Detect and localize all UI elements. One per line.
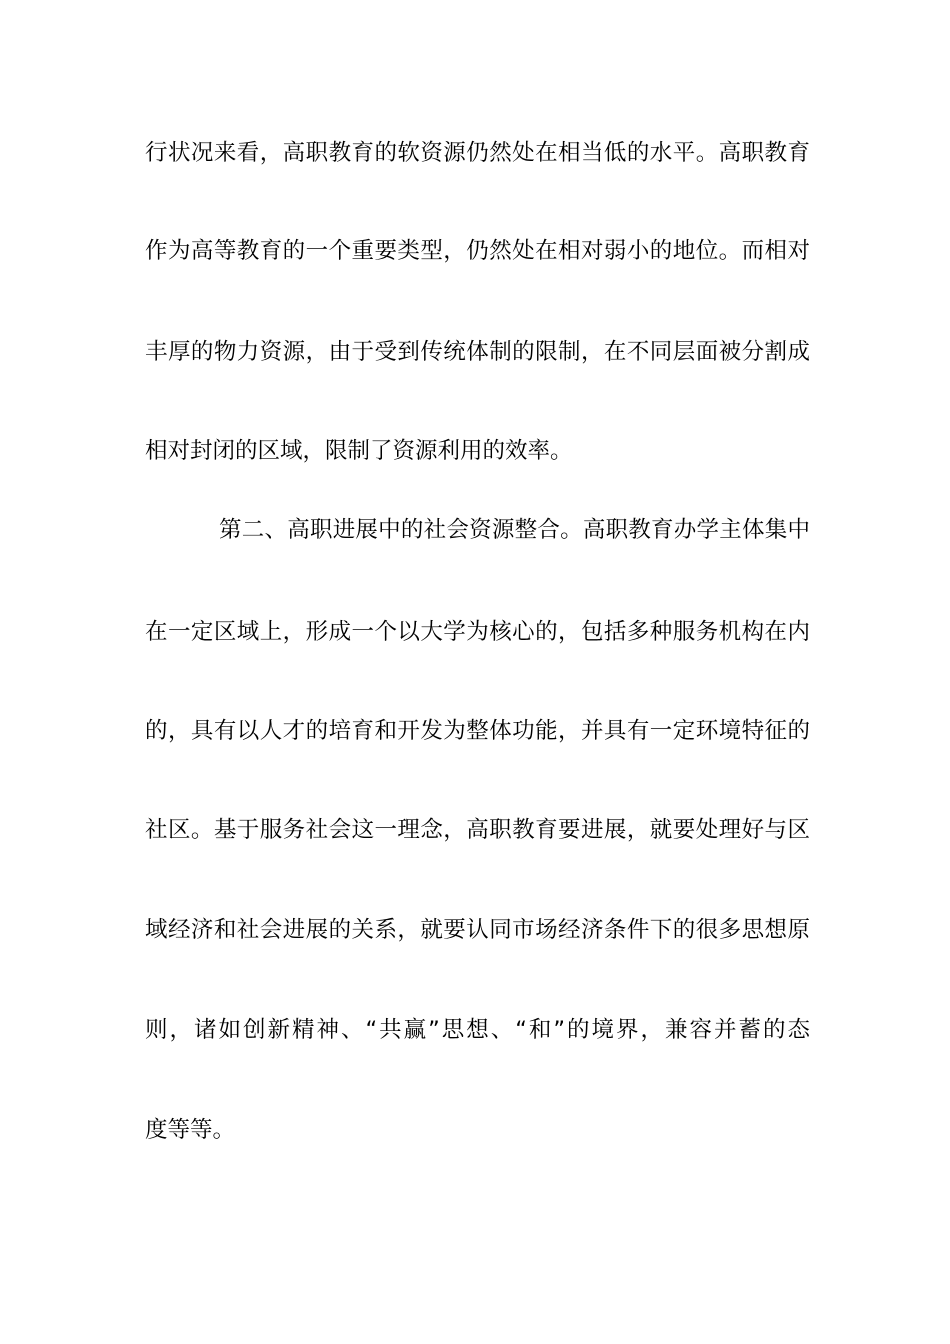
paragraph-2-line-2: 在一定区域上，形成一个以大学为核心的，包括多种服务机构在内	[145, 619, 810, 645]
paragraph-2-line-4: 社区。基于服务社会这一理念，高职教育要进展，就要处理好与区	[145, 817, 810, 843]
paragraph-2-line-7: 度等等。	[145, 1117, 236, 1143]
paragraph-2-line-3: 的，具有以人才的培育和开发为整体功能，并具有一定环境特征的	[145, 718, 810, 744]
paragraph-2-line-1: 第二、高职进展中的社会资源整合。高职教育办学主体集中	[219, 517, 810, 543]
paragraph-1-line-3: 丰厚的物力资源，由于受到传统体制的限制，在不同层面被分割成	[145, 339, 810, 365]
paragraph-1-line-1: 行状况来看，高职教育的软资源仍然处在相当低的水平。高职教育	[145, 140, 810, 166]
paragraph-2-line-6: 则，诸如创新精神、“共赢”思想、“和”的境界，兼容并蓄的态	[145, 1017, 810, 1043]
paragraph-1-line-2: 作为高等教育的一个重要类型，仍然处在相对弱小的地位。而相对	[145, 238, 810, 264]
paragraph-1-line-4: 相对封闭的区域，限制了资源利用的效率。	[145, 438, 573, 464]
paragraph-2-line-5: 域经济和社会进展的关系，就要认同市场经济条件下的很多思想原	[145, 917, 810, 943]
